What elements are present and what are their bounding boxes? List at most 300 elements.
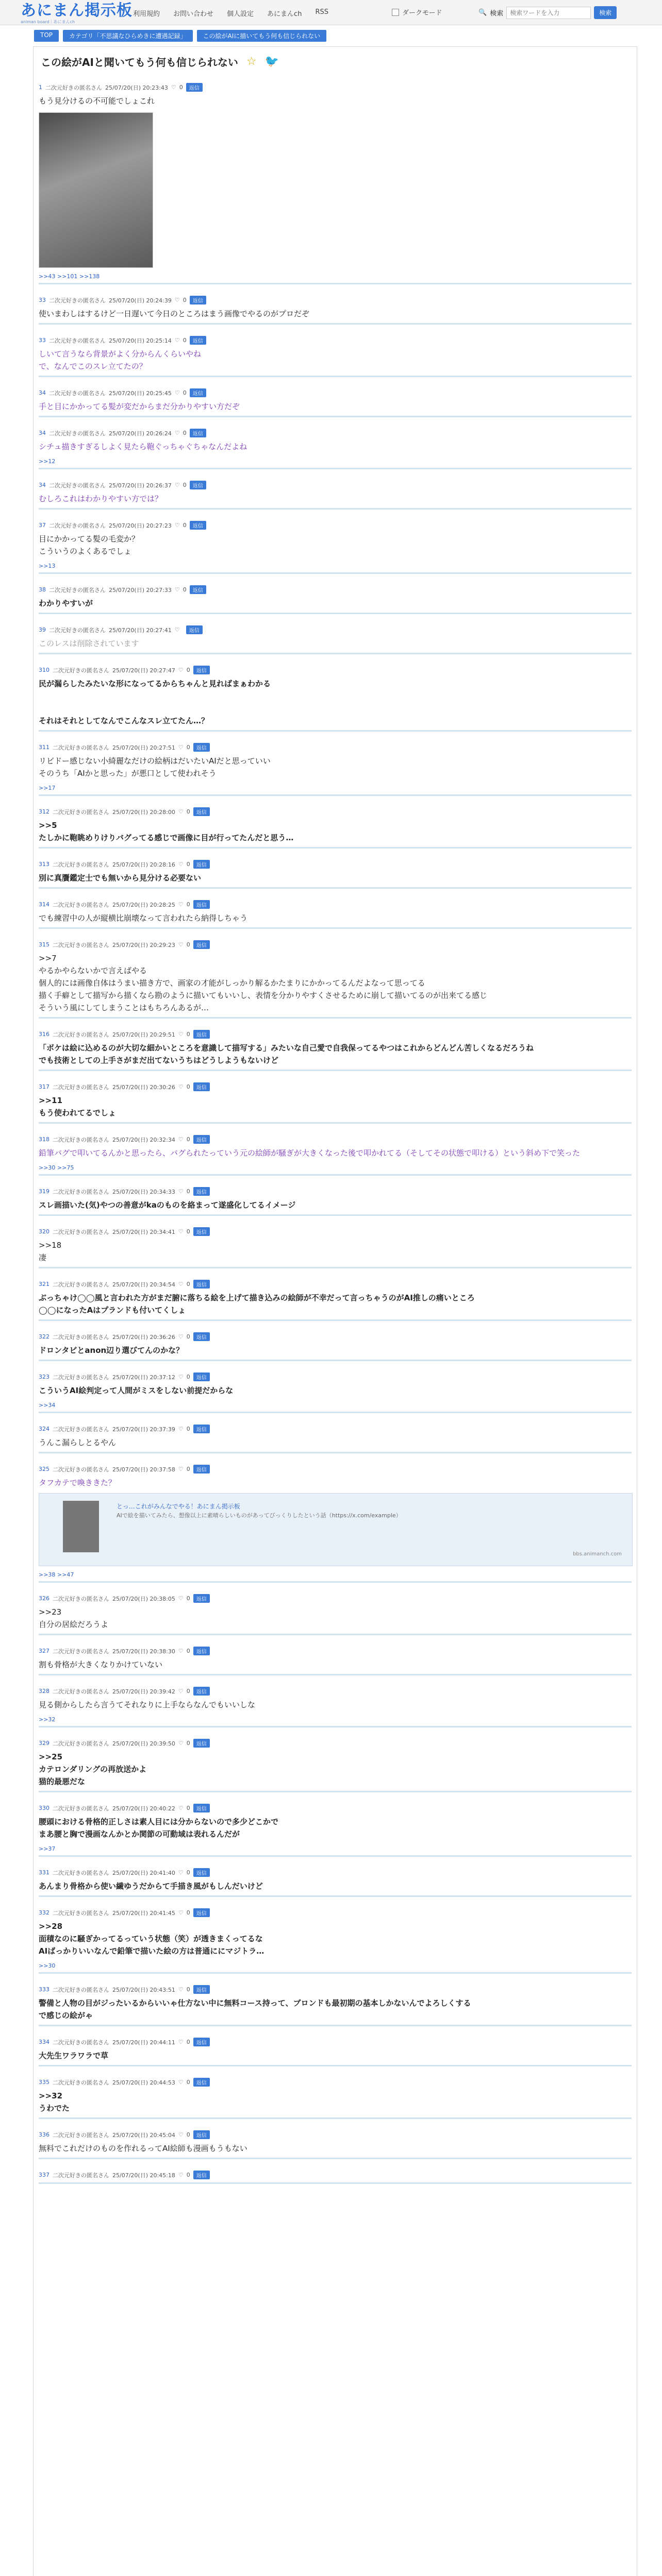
post-divider — [39, 1017, 632, 1019]
heart-icon[interactable]: ♡ — [178, 901, 184, 908]
search-area: 🔍 検索 検索ワードを入力 検索 — [478, 6, 617, 19]
post-item — [39, 940, 632, 1019]
menu-rss[interactable]: RSS — [315, 8, 328, 16]
post-number[interactable]: 1 — [39, 84, 42, 91]
heart-icon[interactable]: ♡ — [174, 626, 180, 633]
reply-button[interactable]: 返信 — [193, 1687, 210, 1696]
post-author: 二次元好きの匿名さん — [53, 2131, 109, 2139]
post-number[interactable]: 314 — [39, 901, 49, 908]
reply-refs[interactable]: >>30 >>75 — [39, 1164, 74, 1171]
post-number[interactable]: 33 — [39, 337, 46, 344]
post-author: 二次元好きの匿名さん — [53, 861, 109, 868]
post-body: タフカテで喚ききた？ — [39, 1478, 116, 1487]
link-card[interactable] — [39, 1493, 633, 1566]
post-author: 二次元好きの匿名さん — [53, 2172, 109, 2179]
reply-button[interactable]: 返信 — [193, 1594, 210, 1603]
post-divider — [39, 1267, 632, 1268]
post-score: 0 — [186, 808, 190, 815]
heart-icon[interactable]: ♡ — [178, 1374, 184, 1380]
post-divider — [39, 1412, 632, 1413]
heart-icon[interactable]: ♡ — [178, 1688, 184, 1694]
post-header — [39, 481, 632, 489]
post-date: 25/07/20(日) 20:41:40 — [112, 1869, 175, 1876]
star-icon[interactable]: ☆ — [246, 55, 257, 68]
post-score: 0 — [186, 1869, 190, 1876]
reply-button[interactable]: 返信 — [193, 940, 210, 949]
post-divider — [39, 1634, 632, 1635]
heart-icon[interactable]: ♡ — [178, 2172, 184, 2178]
post-item — [39, 1687, 632, 1727]
post-divider — [39, 1214, 632, 1216]
post-date: 25/07/20(日) 20:26:37 — [109, 482, 172, 489]
post-body: >>25 カテロンダリングの再放送かよ 猫的最悪だな — [39, 1752, 147, 1786]
search-input[interactable] — [506, 7, 591, 19]
post-score: 0 — [186, 2039, 190, 2045]
reply-button[interactable]: 返信 — [186, 625, 203, 634]
reply-refs[interactable]: >>34 — [39, 1402, 56, 1409]
post-score: 0 — [183, 337, 187, 344]
post-header — [39, 1082, 632, 1091]
reply-refs[interactable]: >>43 >>101 >>138 — [39, 273, 100, 280]
post-date: 25/07/20(日) 20:28:00 — [112, 808, 175, 816]
site-logo[interactable]: あにまん掲示板 animan board｜あにまんch — [21, 2, 133, 24]
post-author: 二次元好きの匿名さん — [53, 1869, 109, 1876]
reply-button[interactable]: 返信 — [193, 2171, 210, 2179]
post-header — [39, 1372, 632, 1381]
reply-button[interactable]: 返信 — [193, 1227, 210, 1236]
post-body: >>5 たしかに鞄眺めりけりバグってる感じで画像に目が行ってたんだと思う… — [39, 821, 294, 842]
post-number[interactable]: 336 — [39, 2131, 49, 2138]
post-date: 25/07/20(日) 20:37:12 — [112, 1374, 175, 1381]
post-date: 25/07/20(日) 20:37:39 — [112, 1426, 175, 1433]
reply-button[interactable]: 返信 — [193, 1280, 210, 1289]
post-number[interactable]: 33 — [39, 297, 46, 303]
menu-contact[interactable]: お問い合わせ — [173, 10, 214, 18]
post-author: 二次元好きの匿名さん — [53, 1805, 109, 1812]
post-number[interactable]: 324 — [39, 1426, 49, 1432]
post-score: 0 — [186, 1595, 190, 1602]
post-author: 二次元好きの匿名さん — [49, 522, 106, 529]
breadcrumb — [34, 30, 326, 42]
reply-button[interactable]: 返信 — [193, 1030, 210, 1039]
heart-icon[interactable]: ♡ — [178, 1281, 184, 1287]
post-item — [39, 388, 632, 417]
post-number[interactable]: 323 — [39, 1374, 49, 1380]
heart-icon[interactable]: ♡ — [178, 1869, 184, 1876]
post-number[interactable]: 328 — [39, 1688, 49, 1694]
post-number[interactable]: 334 — [39, 2039, 49, 2045]
reply-button[interactable]: 返信 — [190, 429, 206, 437]
post-divider — [39, 1581, 632, 1583]
post-number[interactable]: 34 — [39, 389, 46, 396]
post-number[interactable]: 326 — [39, 1595, 49, 1602]
heart-icon[interactable]: ♡ — [178, 861, 184, 868]
post-number[interactable]: 310 — [39, 667, 49, 673]
post-number[interactable]: 316 — [39, 1031, 49, 1038]
post-number[interactable]: 37 — [39, 522, 46, 529]
post-score: 0 — [183, 430, 187, 436]
post-divider — [39, 376, 632, 377]
post-author: 二次元好きの匿名さん — [53, 1281, 109, 1288]
reply-button[interactable]: 返信 — [193, 1868, 210, 1877]
post-score: 0 — [186, 1188, 190, 1195]
heart-icon[interactable]: ♡ — [174, 337, 180, 344]
reply-button[interactable]: 返信 — [193, 1465, 210, 1473]
reply-refs[interactable]: >>17 — [39, 785, 56, 791]
post-date: 25/07/20(日) 20:27:47 — [112, 667, 175, 674]
heart-icon[interactable]: ♡ — [174, 482, 180, 488]
reply-button[interactable]: 返信 — [193, 860, 210, 869]
heart-icon[interactable]: ♡ — [174, 297, 180, 303]
post-date: 25/07/20(日) 20:32:34 — [112, 1136, 175, 1143]
heart-icon[interactable]: ♡ — [178, 808, 184, 815]
post-item — [39, 1465, 632, 1583]
post-author: 二次元好きの匿名さん — [53, 2039, 109, 2046]
page-title: この絵がAIと聞いてもう何も信じられない ☆ 🐦 — [41, 55, 279, 69]
post-author: 二次元好きの匿名さん — [45, 84, 102, 91]
post-body: >>7 やるかやらないかで言えばやる 個人的には画像自体はうまい描き方で、画家の才能がしっかり解るかたまりにかかってるんだよなって思ってる 描く手癖として描写から描くなら勘のように描いてもいいし、表情を分かりやすくさせるために崩して描いてるのが出来てる感じ そういう風にしてしまうことはもちろんあるが… — [39, 954, 488, 1012]
post-header — [39, 388, 632, 397]
reply-button[interactable]: 返信 — [193, 1739, 210, 1748]
post-body: リビドー感じない小綺麗なだけの絵柄はだいたいAIだと思っていい そのうち「AIかと思った」が悪口として使われそう — [39, 756, 271, 778]
post-number[interactable]: 321 — [39, 1281, 49, 1287]
post-date: 25/07/20(日) 20:28:25 — [112, 901, 175, 908]
post-date: 25/07/20(日) 20:26:24 — [109, 430, 172, 437]
reply-button[interactable]: 返信 — [190, 388, 206, 397]
post-divider — [39, 1726, 632, 1727]
post-body: >>18 凄 — [39, 1241, 62, 1262]
post-item — [39, 336, 632, 377]
post-score: 0 — [183, 389, 187, 396]
post-date: 25/07/20(日) 20:41:45 — [112, 1909, 175, 1917]
heart-icon[interactable]: ♡ — [178, 1136, 184, 1143]
post-item — [39, 481, 632, 510]
reply-refs[interactable]: >>38 >>47 — [39, 1571, 74, 1578]
reply-button[interactable]: 返信 — [193, 1908, 210, 1917]
reply-refs[interactable]: >>13 — [39, 563, 56, 569]
post-body: こういうAI絵判定って人間がミスをしない前提だからな — [39, 1386, 234, 1395]
post-divider — [39, 1791, 632, 1792]
post-item — [39, 1985, 632, 2026]
thread-container — [33, 46, 637, 2576]
reply-button[interactable]: 返信 — [193, 1985, 210, 1994]
post-score: 0 — [186, 861, 190, 868]
post-item — [39, 1868, 632, 1897]
breadcrumb-thread[interactable]: この絵がAIに描いてもう何も信じられない — [197, 30, 327, 42]
heart-icon[interactable]: ♡ — [178, 1466, 184, 1472]
post-author: 二次元好きの匿名さん — [49, 430, 106, 437]
post-divider — [39, 730, 632, 732]
heart-icon[interactable]: ♡ — [174, 389, 180, 396]
post-item — [39, 1280, 632, 1321]
post-number[interactable]: 327 — [39, 1648, 49, 1654]
post-divider — [39, 468, 632, 469]
post-divider — [39, 2182, 632, 2184]
post-number[interactable]: 38 — [39, 586, 46, 593]
post-author: 二次元好きの匿名さん — [53, 1595, 109, 1602]
card-desc: AIで絵を描いてみたら、想像以上に素晴らしいものがあってびっくりしたという話（https://x.com/example） — [117, 1512, 402, 1519]
post-divider — [39, 1895, 632, 1897]
post-date: 25/07/20(日) 20:44:53 — [112, 2079, 175, 2086]
heart-icon[interactable]: ♡ — [178, 667, 184, 673]
reply-button[interactable]: 返信 — [190, 585, 206, 594]
post-score: 0 — [186, 2079, 190, 2086]
post-item — [39, 743, 632, 796]
post-date: 25/07/20(日) 20:27:41 — [109, 626, 172, 634]
post-date: 25/07/20(日) 20:34:54 — [112, 1281, 175, 1288]
heart-icon[interactable]: ♡ — [171, 84, 176, 91]
post-author: 二次元好きの匿名さん — [49, 337, 106, 344]
post-item — [39, 521, 632, 574]
post-header — [39, 1227, 632, 1236]
post-author: 二次元好きの匿名さん — [49, 297, 106, 304]
post-item — [39, 666, 632, 732]
post-date: 25/07/20(日) 20:34:33 — [112, 1188, 175, 1195]
post-divider — [39, 2065, 632, 2066]
post-date: 25/07/20(日) 20:29:51 — [112, 1031, 175, 1038]
reply-button[interactable]: 返信 — [193, 1425, 210, 1433]
post-score: 0 — [183, 482, 187, 488]
post-author: 二次元好きの匿名さん — [53, 1648, 109, 1655]
post-author: 二次元好きの匿名さん — [53, 1909, 109, 1917]
post-author: 二次元好きの匿名さん — [49, 626, 106, 634]
post-score: 0 — [183, 586, 187, 593]
post-score: 0 — [186, 941, 190, 948]
reply-button[interactable]: 返信 — [193, 666, 210, 674]
post-body: 民が漏らしたみたいな形になってるからちゃんと見ればまぁわかる それはそれとしてなんでこんなスレ立てたん…？ — [39, 679, 271, 725]
heart-icon[interactable]: ♡ — [178, 1083, 184, 1090]
reply-button[interactable]: 返信 — [190, 336, 206, 345]
post-divider — [39, 613, 632, 614]
heart-icon[interactable]: ♡ — [178, 941, 184, 948]
post-body: ぶっちゃけ◯◯風と言われた方がまだ腑に落ちる絵を上げて描き込みの絵師が不幸だって言っちゃうのがAI推しの痛いところ ◯◯になったAはプランドも付いてくしょ — [39, 1293, 475, 1315]
reply-button[interactable]: 返信 — [193, 2038, 210, 2046]
post-header — [39, 1465, 632, 1473]
post-number[interactable]: 332 — [39, 1909, 49, 1916]
post-body: でも練習中の人が縦横比崩壊なって言われたら納得しちゃう — [39, 913, 248, 923]
post-header — [39, 2038, 632, 2046]
post-item — [39, 860, 632, 889]
post-score: 0 — [186, 1333, 190, 1340]
heart-icon[interactable]: ♡ — [174, 586, 180, 593]
post-date: 25/07/20(日) 20:39:42 — [112, 1688, 175, 1695]
post-divider — [39, 1674, 632, 1675]
search-icon: 🔍 — [478, 9, 487, 16]
post-body: 見る側からしたら言うてそれなりに上手ならなんでもいいしな — [39, 1700, 256, 1709]
post-date: 25/07/20(日) 20:38:05 — [112, 1595, 175, 1602]
post-body: 腰頭における骨格的正しさは素人目には分からないので多少どこかで まあ腰と胸で漫画なんかとか関節の可動域は表れるんだが — [39, 1817, 279, 1839]
post-score: 0 — [186, 901, 190, 908]
post-header — [39, 2078, 632, 2087]
breadcrumb-top[interactable]: TOP — [34, 30, 59, 42]
post-body: >>32 うわでた — [39, 2091, 70, 2113]
post-number[interactable]: 325 — [39, 1466, 49, 1472]
post-number[interactable]: 34 — [39, 430, 46, 436]
heart-icon[interactable]: ♡ — [178, 2079, 184, 2086]
post-divider — [39, 1319, 632, 1321]
heart-icon[interactable]: ♡ — [178, 1740, 184, 1747]
post-number[interactable]: 39 — [39, 626, 46, 633]
dark-mode-toggle[interactable]: ダークモード — [392, 7, 442, 17]
post-number[interactable]: 319 — [39, 1188, 49, 1195]
post-number[interactable]: 333 — [39, 1986, 49, 1993]
post-score: 0 — [186, 1083, 190, 1090]
post-date: 25/07/20(日) 20:40:22 — [112, 1805, 175, 1812]
post-number[interactable]: 330 — [39, 1805, 49, 1811]
post-body: しいて言うなら背景がよく分からんくらいやね で、なんでこのスレ立てたの？ — [39, 349, 202, 371]
post-header — [39, 743, 632, 752]
reply-button[interactable]: 返信 — [193, 1187, 210, 1196]
post-number[interactable]: 322 — [39, 1333, 49, 1340]
post-divider — [39, 283, 632, 284]
heart-icon[interactable]: ♡ — [178, 1805, 184, 1811]
post-author: 二次元好きの匿名さん — [53, 1426, 109, 1433]
post-image[interactable] — [39, 112, 153, 268]
post-number[interactable]: 335 — [39, 2079, 49, 2086]
heart-icon[interactable]: ♡ — [178, 1909, 184, 1916]
post-divider — [39, 2158, 632, 2159]
post-number[interactable]: 317 — [39, 1083, 49, 1090]
reply-button[interactable]: 返信 — [193, 1647, 210, 1655]
post-score: 0 — [183, 522, 187, 529]
reply-button[interactable]: 返信 — [193, 1082, 210, 1091]
heart-icon[interactable]: ♡ — [178, 1188, 184, 1195]
post-score: 0 — [186, 2172, 190, 2178]
search-button[interactable]: 検索 — [594, 6, 617, 19]
post-divider — [39, 323, 632, 325]
post-item — [39, 900, 632, 929]
post-score: 0 — [186, 744, 190, 751]
post-score: 0 — [179, 84, 183, 91]
post-body: 使いまわしはするけど一日遅いて今日のところはまう画像でやるのがプロだぞ — [39, 309, 310, 318]
reply-button[interactable]: 返信 — [193, 2130, 210, 2139]
post-body: スレ画描いた(気)やつの善意がkaのものを絡まって遂盛化してるイメージ — [39, 1200, 296, 1210]
post-item — [39, 296, 632, 325]
post-body: うんこ漏らしとるやん — [39, 1438, 117, 1447]
post-score: 0 — [186, 2131, 190, 2138]
heart-icon[interactable]: ♡ — [178, 744, 184, 751]
menu-terms[interactable]: 利用規約 — [133, 10, 160, 18]
post-number[interactable]: 318 — [39, 1136, 49, 1143]
post-date: 25/07/20(日) 20:27:51 — [112, 744, 175, 751]
menu-settings[interactable]: 個人設定 — [227, 10, 254, 18]
post-body: 無料でこれだけのものを作れるってAI絵師も漫画もうもない — [39, 2144, 247, 2153]
post-divider — [39, 1360, 632, 1361]
post-divider — [39, 1070, 632, 1071]
post-divider — [39, 887, 632, 889]
post-date: 25/07/20(日) 20:45:18 — [112, 2172, 175, 2179]
heart-icon[interactable]: ♡ — [178, 2131, 184, 2138]
post-item — [39, 1908, 632, 1974]
reply-button[interactable]: 返信 — [190, 481, 206, 489]
post-header — [39, 429, 632, 437]
post-score: 0 — [186, 1228, 190, 1235]
heart-icon[interactable]: ♡ — [178, 1426, 184, 1432]
heart-icon[interactable]: ♡ — [178, 1228, 184, 1235]
post-author: 二次元好きの匿名さん — [53, 2079, 109, 2086]
heart-icon[interactable]: ♡ — [178, 1595, 184, 1602]
heart-icon[interactable]: ♡ — [178, 2039, 184, 2045]
reply-button[interactable]: 返信 — [193, 807, 210, 816]
post-number[interactable]: 337 — [39, 2172, 49, 2178]
post-header — [39, 625, 632, 634]
reply-button[interactable]: 返信 — [193, 900, 210, 909]
reply-refs[interactable]: >>30 — [39, 1962, 56, 1969]
breadcrumb-category[interactable]: カテゴリ「不思議なひらめきに遭遇記録」 — [63, 30, 193, 42]
twitter-icon[interactable]: 🐦 — [264, 55, 279, 68]
post-header — [39, 1804, 632, 1812]
menu-animanch[interactable]: あにまんch — [267, 10, 302, 18]
heart-icon[interactable]: ♡ — [174, 522, 180, 529]
heart-icon[interactable]: ♡ — [174, 430, 180, 436]
post-author: 二次元好きの匿名さん — [53, 1374, 109, 1381]
reply-refs[interactable]: >>37 — [39, 1845, 56, 1852]
post-body: >>11 もう使われてるでしょ — [39, 1096, 116, 1117]
post-body: あんまり骨格から使い繊ゆうだからて手描き風がもしんだいけど — [39, 1882, 263, 1891]
heart-icon[interactable]: ♡ — [178, 1986, 184, 1993]
post-item — [39, 1425, 632, 1453]
post-date: 25/07/20(日) 20:43:51 — [112, 1986, 175, 1993]
post-number[interactable]: 315 — [39, 941, 49, 948]
post-number[interactable]: 34 — [39, 482, 46, 488]
reply-button[interactable]: 返信 — [193, 1372, 210, 1381]
post-item — [39, 2078, 632, 2119]
post-number[interactable]: 313 — [39, 861, 49, 868]
post-author: 二次元好きの匿名さん — [53, 1188, 109, 1195]
post-number[interactable]: 312 — [39, 808, 49, 815]
post-number[interactable]: 329 — [39, 1740, 49, 1747]
reply-button[interactable]: 返信 — [193, 1332, 210, 1341]
reply-button[interactable]: 返信 — [186, 83, 203, 92]
post-number[interactable]: 320 — [39, 1228, 49, 1235]
header-bar — [0, 0, 662, 25]
reply-button[interactable]: 返信 — [193, 743, 210, 752]
heart-icon[interactable]: ♡ — [178, 1333, 184, 1340]
reply-refs[interactable]: >>12 — [39, 458, 56, 465]
post-body: むしろこれはわかりやすい方では？ — [39, 494, 163, 503]
post-item — [39, 1647, 632, 1675]
post-date: 25/07/20(日) 20:23:43 — [105, 84, 168, 91]
reply-button[interactable]: 返信 — [193, 1804, 210, 1812]
post-header — [39, 900, 632, 909]
post-author: 二次元好きの匿名さん — [53, 1466, 109, 1473]
post-item — [39, 1332, 632, 1361]
reply-button[interactable]: 返信 — [190, 521, 206, 530]
post-body: 大先生ワラワラで草 — [39, 2051, 109, 2060]
post-body: 目にかかってる髪の毛変か？ こういうのよくあるでしょ — [39, 534, 140, 556]
post-score: 0 — [183, 297, 187, 303]
post-header — [39, 585, 632, 594]
post-date: 25/07/20(日) 20:27:23 — [109, 522, 172, 529]
post-author: 二次元好きの匿名さん — [53, 1688, 109, 1695]
reply-refs[interactable]: >>32 — [39, 1716, 56, 1723]
post-score: 0 — [186, 1986, 190, 1993]
post-item — [39, 1030, 632, 1071]
reply-button[interactable]: 返信 — [190, 296, 206, 304]
reply-button[interactable]: 返信 — [193, 2078, 210, 2087]
post-header — [39, 1280, 632, 1289]
heart-icon[interactable]: ♡ — [178, 1648, 184, 1654]
post-author: 二次元好きの匿名さん — [53, 1986, 109, 1993]
heart-icon[interactable]: ♡ — [178, 1031, 184, 1038]
post-divider — [39, 653, 632, 654]
post-score: 0 — [186, 1374, 190, 1380]
post-author: 二次元好きの匿名さん — [53, 667, 109, 674]
checkbox-icon[interactable] — [392, 9, 399, 16]
reply-button[interactable]: 返信 — [193, 1135, 210, 1144]
post-number[interactable]: 311 — [39, 744, 49, 751]
post-number[interactable]: 331 — [39, 1869, 49, 1876]
